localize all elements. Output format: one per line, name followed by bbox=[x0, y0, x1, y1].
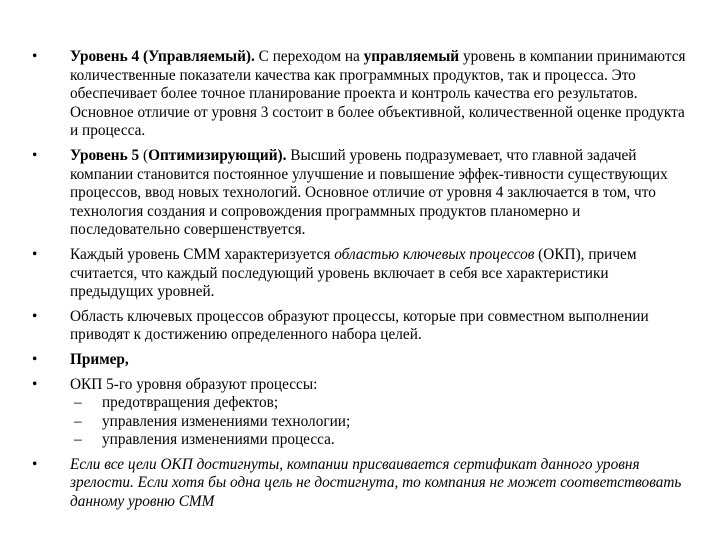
sub-list-item bbox=[28, 431, 692, 450]
level-5-paren: ( bbox=[139, 146, 149, 164]
dash-icon: – bbox=[74, 431, 82, 449]
level-4-heading: Уровень 4 (Управляемый). bbox=[70, 48, 255, 65]
example-label: Пример, bbox=[70, 350, 129, 368]
bullet-icon: • bbox=[32, 350, 38, 368]
sub-list-item bbox=[28, 394, 692, 413]
bullet-icon: • bbox=[32, 245, 38, 263]
level-4-text-b: уровень в компании принимаются количественные показатели качества как программных продуктов, так и процесса. Это обеспечивает более точное планирование проекта и контроль качества его результатов. Основное отличие от уровня 3 состоит в более объективной, количественной оценке продукта и процесса. bbox=[70, 48, 686, 140]
bullet-list bbox=[28, 48, 692, 518]
level-5-kpa-text: ОКП 5-го уровня образуют процессы: bbox=[70, 375, 318, 393]
level-4-bold-term: управляемый bbox=[363, 48, 460, 65]
dash-icon: – bbox=[74, 394, 82, 412]
level-5-heading: Уровень 5 bbox=[70, 146, 140, 164]
sub-item-text: предотвращения дефектов; bbox=[102, 394, 279, 412]
bullet-icon: • bbox=[32, 48, 38, 65]
kpa-text-a: Каждый уровень СММ характеризуется bbox=[70, 245, 335, 263]
level-5-text: Высший уровень подразумевает, что главной задачей компании становится постоянное улучшение и повышение эффек-тивности существующих процессов, ввод новых технологий. Основное отличие от уровня 4 заключается в том, что технология создания и сопровождения программных продуктов планомерно и последовательно совершенствуется. bbox=[70, 146, 668, 239]
list-item-example bbox=[28, 351, 692, 370]
level-4-text-a: С переходом на bbox=[254, 48, 364, 65]
list-item-certification bbox=[28, 456, 692, 512]
sub-item-text: управления изменениями технологии; bbox=[102, 412, 351, 430]
list-item-level-4 bbox=[28, 48, 692, 141]
sub-list bbox=[28, 394, 692, 450]
bullet-icon: • bbox=[32, 146, 38, 164]
list-item-kpa-definition bbox=[28, 246, 692, 302]
dash-icon: – bbox=[74, 412, 82, 430]
list-item-level-5-kpa bbox=[28, 376, 692, 395]
sub-list-item bbox=[28, 413, 692, 432]
list-item-kpa-processes bbox=[28, 308, 692, 345]
kpa-processes-text: Область ключевых процессов образуют процессы, которые при совместном выполнении приводят к достижению определенного набора целей. bbox=[70, 307, 649, 344]
sub-item-text: управления изменениями процесса. bbox=[102, 431, 335, 449]
bullet-icon: • bbox=[32, 307, 38, 325]
kpa-italic-term: областью ключевых процессов bbox=[334, 245, 535, 263]
bullet-icon: • bbox=[32, 375, 38, 393]
certification-text: Если все цели ОКП достигнуты, компании присваивается сертификат данного уровня зрелости. Если хотя бы одна цель не достигнута, то компания не может соответствовать данному уровню СММ bbox=[70, 455, 682, 511]
list-item-level-5 bbox=[28, 147, 692, 240]
kpa-text-b: (ОКП), причем считается, что каждый последующий уровень включает в себя все характеристики предыдущих уровней. bbox=[70, 245, 637, 301]
level-5-bold-term: Оптимизирующий). bbox=[148, 146, 287, 164]
bullet-icon: • bbox=[32, 455, 38, 473]
